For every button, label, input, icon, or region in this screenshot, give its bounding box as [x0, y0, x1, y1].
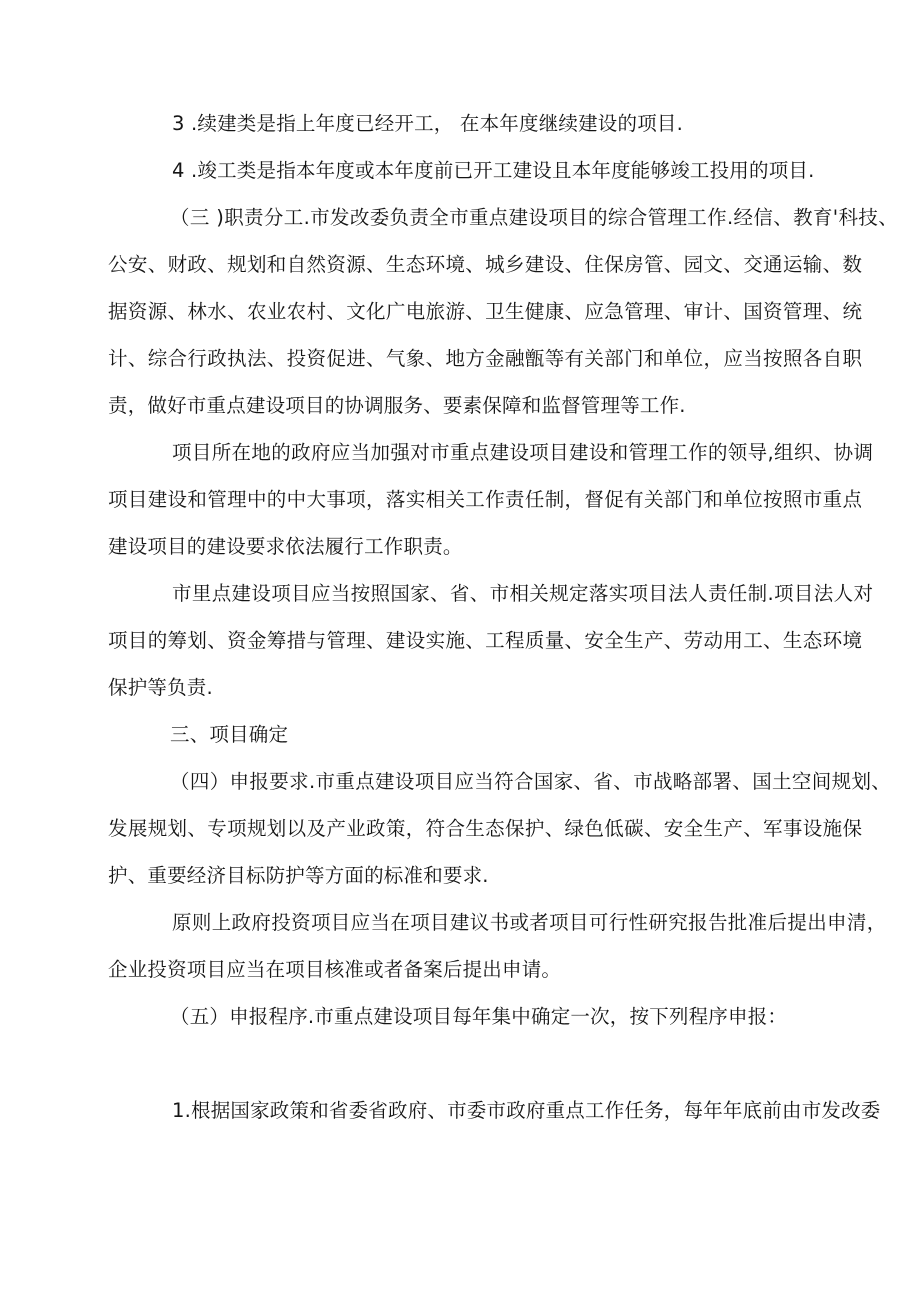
document-body — [108, 100, 899, 1134]
paragraph-line: 计、综合行政执法、投资促进、气象、地方金融甑等有关部门和单位，应当按照各自职 — [108, 347, 863, 370]
blank-line — [108, 1040, 812, 1087]
paragraph-line: （三 )职责分工.市发改委负责全市重点建设项目的综合管理工作.经信、教育'科技、 — [170, 206, 899, 229]
section-heading: 三、项目确定 — [170, 723, 289, 746]
paragraph-line: 企业投资项目应当在项目核准或者备案后提出申请。 — [108, 958, 562, 981]
paragraph-line: 责，做好市重点建设项目的协调服务、要素保障和监督管理等工作. — [108, 394, 686, 417]
paragraph-line: 项目的筹划、资金筹措与管理、建设实施、工程质量、安全生产、劳动用工、生态环境 — [108, 629, 863, 652]
paragraph-line: 护、重要经济目标防护等方面的标准和要求. — [108, 864, 489, 887]
paragraph-line: 项目建设和管理中的中大事项，落实相关工作责任制，督促有关部门和单位按照市重点 — [108, 488, 863, 511]
paragraph-line: 市里点建设项目应当按照国家、省、市相关规定落实项目法人责任制.项目法人对 — [172, 582, 874, 605]
paragraph-line: 原则上政府投资项目应当在项目建议书或者项目可行性研究报告批准后提出申清， — [172, 911, 887, 934]
paragraph-line: （五）申报程序.市重点建设项目每年集中确定一次，按下列程序申报： — [170, 1005, 788, 1028]
paragraph-line: 建设项目的建设要求依法履行工作职责。 — [108, 535, 463, 558]
paragraph-line: 据资源、林水、农业农村、文化广电旅游、卫生健康、应急管理、审计、国资管理、统 — [108, 300, 863, 323]
list-item: 4 .竣工类是指本年度或本年度前已开工建设且本年度能够竣工投用的项目. — [172, 159, 815, 182]
list-item: 1.根据国家政策和省委省政府、市委市政府重点工作任务，每年年底前由市发改委 — [172, 1099, 881, 1122]
paragraph-line: （四）申报要求.市重点建设项目应当符合国家、省、市战略部署、国土空间规划、 — [170, 770, 892, 793]
paragraph-line: 公安、财政、规划和自然资源、生态环境、城乡建设、住保房管、园文、交通运输、数 — [108, 253, 863, 276]
paragraph-line: 保护等负责. — [108, 676, 213, 699]
list-item: 3 .续建类是指上年度已经开工， 在本年度继续建设的项目. — [172, 112, 684, 135]
paragraph-line: 项目所在地的政府应当加强对市重点建设项目建设和管理工作的领导,组织、协调 — [172, 441, 874, 464]
paragraph-line: 发展规划、专项规划以及产业政策，符合生态保护、绿色低碳、安全生产、军事设施保 — [108, 817, 863, 840]
